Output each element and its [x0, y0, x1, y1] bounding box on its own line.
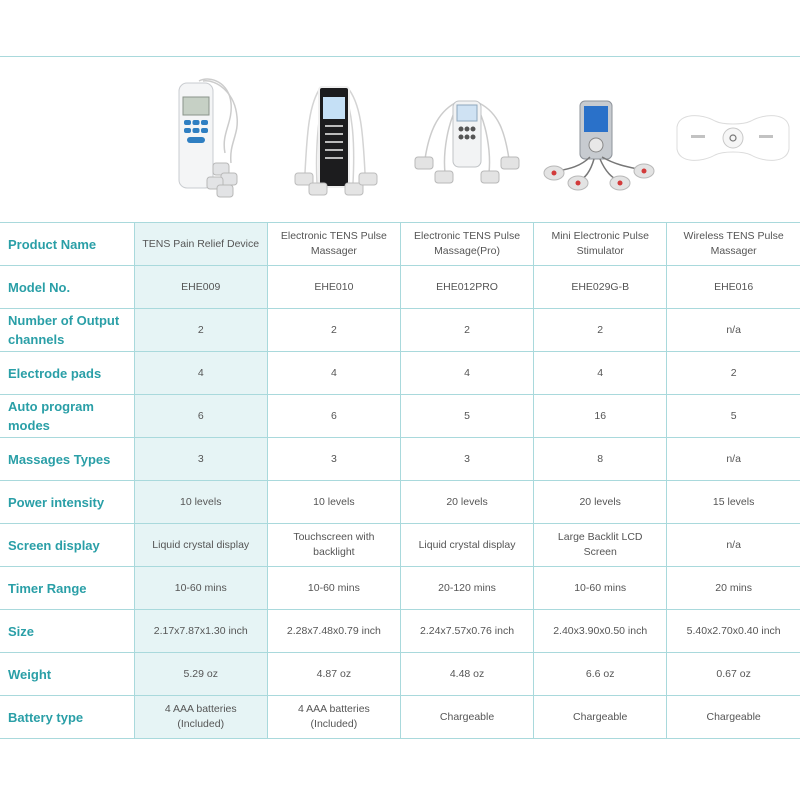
- wireless-tens-pad-image: [666, 70, 799, 205]
- table-cell: 4: [400, 352, 533, 395]
- table-cell: 2: [534, 309, 667, 352]
- table-cell: n/a: [667, 309, 800, 352]
- table-cell: 10-60 mins: [267, 567, 400, 610]
- table-cell: 10 levels: [134, 481, 267, 524]
- table-cell: 2: [667, 352, 800, 395]
- table-cell: 6.6 oz: [534, 653, 667, 696]
- table-cell: 2: [134, 309, 267, 352]
- table-row: [0, 524, 800, 567]
- product-image-strip: [134, 70, 800, 205]
- table-cell: EHE016: [667, 266, 800, 309]
- table-cell: 0.67 oz: [667, 653, 800, 696]
- table-cell: 6: [134, 395, 267, 438]
- table-cell: 4 AAA batteries (Included): [267, 696, 400, 739]
- row-label: Product Name: [0, 223, 134, 266]
- table-cell: 6: [267, 395, 400, 438]
- table-cell: 8: [534, 438, 667, 481]
- table-cell: 20 levels: [400, 481, 533, 524]
- table-row: [0, 395, 800, 438]
- tens-handheld-device-image: [134, 70, 267, 205]
- table-cell: 2.24x7.57x0.76 inch: [400, 610, 533, 653]
- table-row: [0, 438, 800, 481]
- table-cell: Chargeable: [534, 696, 667, 739]
- table-cell: 15 levels: [667, 481, 800, 524]
- table-cell: 3: [400, 438, 533, 481]
- row-label: Battery type: [0, 696, 134, 739]
- row-label: Timer Range: [0, 567, 134, 610]
- table-cell: 4: [534, 352, 667, 395]
- table-row: [0, 567, 800, 610]
- table-cell: Liquid crystal display: [134, 524, 267, 567]
- table-cell: TENS Pain Relief Device: [134, 223, 267, 266]
- row-label: Electrode pads: [0, 352, 134, 395]
- table-cell: 4.48 oz: [400, 653, 533, 696]
- row-label: Size: [0, 610, 134, 653]
- table-cell: Chargeable: [667, 696, 800, 739]
- table-cell: 5.40x2.70x0.40 inch: [667, 610, 800, 653]
- row-label: Number of Output channels: [0, 309, 134, 352]
- row-label: Weight: [0, 653, 134, 696]
- table-cell: n/a: [667, 524, 800, 567]
- table-cell: 10-60 mins: [534, 567, 667, 610]
- table-row: [0, 653, 800, 696]
- row-label: Screen display: [0, 524, 134, 567]
- table-cell: 10-60 mins: [134, 567, 267, 610]
- table-cell: EHE009: [134, 266, 267, 309]
- table-cell: EHE010: [267, 266, 400, 309]
- table-cell: 5.29 oz: [134, 653, 267, 696]
- table-cell: 20 mins: [667, 567, 800, 610]
- row-label: Massages Types: [0, 438, 134, 481]
- table-cell: 2.28x7.48x0.79 inch: [267, 610, 400, 653]
- table-cell: 3: [134, 438, 267, 481]
- table-row: [0, 481, 800, 524]
- table-cell: EHE029G-B: [534, 266, 667, 309]
- table-cell: 16: [534, 395, 667, 438]
- table-cell: 4.87 oz: [267, 653, 400, 696]
- comparison-table: [0, 222, 800, 739]
- table-cell: 2.40x3.90x0.50 inch: [534, 610, 667, 653]
- table-cell: EHE012PRO: [400, 266, 533, 309]
- table-cell: Large Backlit LCD Screen: [534, 524, 667, 567]
- row-label: Auto program modes: [0, 395, 134, 438]
- row-label: Model No.: [0, 266, 134, 309]
- table-row: [0, 696, 800, 739]
- tens-pulse-massager-image: [267, 70, 400, 205]
- table-cell: Touchscreen with backlight: [267, 524, 400, 567]
- row-label: Power intensity: [0, 481, 134, 524]
- table-cell: 4: [134, 352, 267, 395]
- table-cell: Electronic TENS Pulse Massage(Pro): [400, 223, 533, 266]
- table-cell: 4: [267, 352, 400, 395]
- table-cell: n/a: [667, 438, 800, 481]
- table-cell: 5: [667, 395, 800, 438]
- table-cell: Mini Electronic Pulse Stimulator: [534, 223, 667, 266]
- table-cell: 4 AAA batteries (Included): [134, 696, 267, 739]
- tens-pro-massager-image: [400, 70, 533, 205]
- mini-pulse-stimulator-image: [533, 70, 666, 205]
- top-divider: [0, 56, 800, 57]
- table-row: [0, 223, 800, 266]
- table-cell: 3: [267, 438, 400, 481]
- table-cell: 2.17x7.87x1.30 inch: [134, 610, 267, 653]
- table-row: [0, 309, 800, 352]
- table-row: [0, 266, 800, 309]
- table-cell: 20-120 mins: [400, 567, 533, 610]
- table-cell: 20 levels: [534, 481, 667, 524]
- table-row: [0, 610, 800, 653]
- table-cell: 2: [267, 309, 400, 352]
- table-cell: Liquid crystal display: [400, 524, 533, 567]
- table-cell: Wireless TENS Pulse Massager: [667, 223, 800, 266]
- table-cell: Chargeable: [400, 696, 533, 739]
- table-cell: 5: [400, 395, 533, 438]
- table-cell: 2: [400, 309, 533, 352]
- table-row: [0, 352, 800, 395]
- table-cell: Electronic TENS Pulse Massager: [267, 223, 400, 266]
- table-cell: 10 levels: [267, 481, 400, 524]
